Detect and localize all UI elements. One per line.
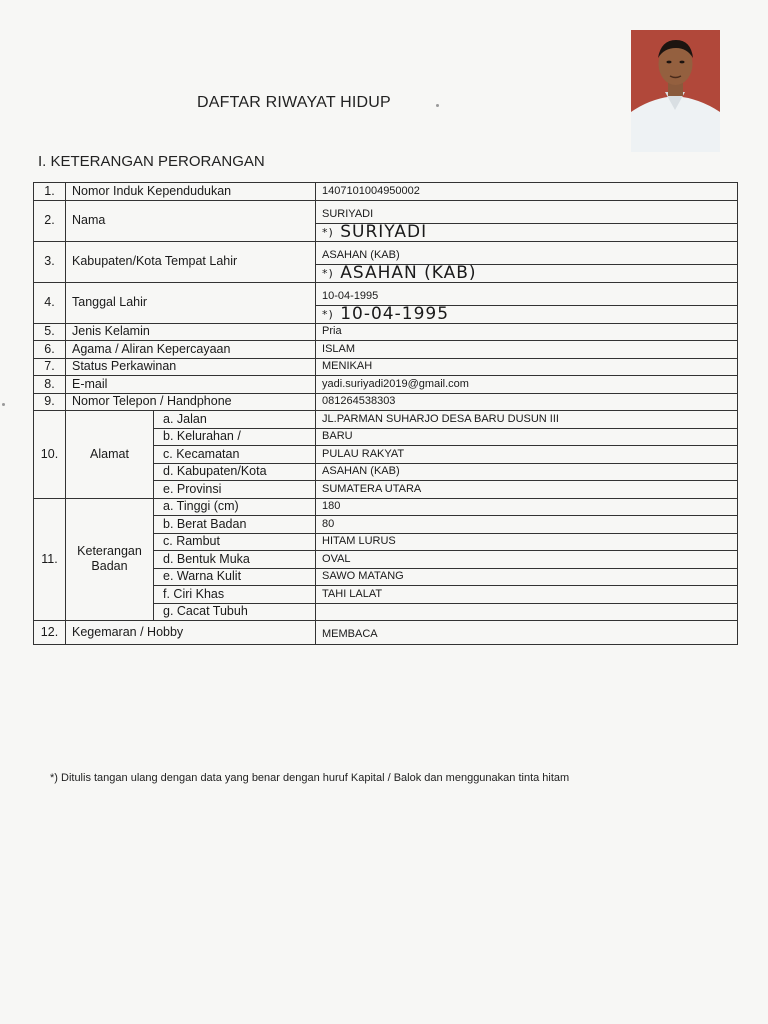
- sub-label: c. Rambut: [154, 533, 316, 551]
- sub-label: e. Provinsi: [154, 481, 316, 499]
- table-row: [34, 341, 738, 359]
- row-value: Pria: [316, 323, 738, 341]
- row-label: Jenis Kelamin: [66, 323, 316, 341]
- sub-label: b. Berat Badan: [154, 516, 316, 534]
- row-value: 180: [316, 498, 738, 516]
- row-number: 10.: [34, 411, 66, 499]
- row-value: SURIYADI: [316, 200, 738, 224]
- footnote: *) Ditulis tangan ulang dengan data yang benar dengan huruf Kapital / Balok dan menggunakan tinta hitam: [50, 772, 570, 784]
- row-number: 7.: [34, 358, 66, 376]
- table-row: [34, 358, 738, 376]
- row-number: 5.: [34, 323, 66, 341]
- row-number: 2.: [34, 200, 66, 241]
- handwritten-text: SURIYADI: [340, 221, 428, 242]
- table-row: [34, 323, 738, 341]
- sub-label: c. Kecamatan: [154, 446, 316, 464]
- row-value: MEMBACA: [316, 621, 738, 645]
- group-label: [66, 498, 154, 621]
- row-label: Status Perkawinan: [66, 358, 316, 376]
- row-value: PULAU RAKYAT: [316, 446, 738, 464]
- scan-speck: [2, 403, 5, 406]
- row-number: 8.: [34, 376, 66, 394]
- row-number: 6.: [34, 341, 66, 359]
- group-label-line: Keterangan: [77, 544, 142, 559]
- table-row: [34, 282, 738, 306]
- sub-label: e. Warna Kulit: [154, 568, 316, 586]
- row-label: Nomor Induk Kependudukan: [66, 183, 316, 201]
- row-value: MENIKAH: [316, 358, 738, 376]
- row-label: E-mail: [66, 376, 316, 394]
- table-row: [34, 376, 738, 394]
- personal-info-table: [33, 182, 738, 645]
- table-row: [34, 241, 738, 265]
- row-value: 10-04-1995: [316, 282, 738, 306]
- sub-label: f. Ciri Khas: [154, 586, 316, 604]
- table-row: [34, 183, 738, 201]
- row-value: TAHI LALAT: [316, 586, 738, 604]
- row-value: ISLAM: [316, 341, 738, 359]
- row-value: OVAL: [316, 551, 738, 569]
- row-number: 12.: [34, 621, 66, 645]
- group-label-line: Badan: [91, 559, 128, 574]
- row-value: ASAHAN (KAB): [316, 463, 738, 481]
- table-row: [34, 498, 738, 516]
- handwritten-value: [316, 221, 738, 242]
- row-value: ASAHAN (KAB): [316, 241, 738, 265]
- profile-photo: [631, 30, 720, 152]
- row-value: yadi.suriyadi2019@gmail.com: [316, 376, 738, 394]
- row-label: Tanggal Lahir: [66, 282, 316, 323]
- section-title: I. KETERANGAN PERORANGAN: [38, 153, 265, 170]
- scan-speck: [436, 104, 439, 107]
- row-value: [316, 603, 738, 621]
- sub-label: d. Bentuk Muka: [154, 551, 316, 569]
- handwritten-text: 10-04-1995: [340, 303, 450, 324]
- row-label: Kegemaran / Hobby: [66, 621, 316, 645]
- document-title: DAFTAR RIWAYAT HIDUP: [197, 94, 391, 111]
- row-number: 11.: [34, 498, 66, 621]
- table-row: [34, 393, 738, 411]
- row-value: HITAM LURUS: [316, 533, 738, 551]
- handwritten-text: ASAHAN (KAB): [340, 262, 477, 283]
- sub-label: a. Jalan: [154, 411, 316, 429]
- handwritten-value: [316, 262, 738, 283]
- row-label: Nomor Telepon / Handphone: [66, 393, 316, 411]
- row-label: Agama / Aliran Kepercayaan: [66, 341, 316, 359]
- table-row: [34, 200, 738, 224]
- row-number: 1.: [34, 183, 66, 201]
- sub-label: d. Kabupaten/Kota: [154, 463, 316, 481]
- row-value: SUMATERA UTARA: [316, 481, 738, 499]
- sub-label: b. Kelurahan /: [154, 428, 316, 446]
- row-value: 081264538303: [316, 393, 738, 411]
- hand-marker: *): [322, 266, 334, 280]
- row-number: 9.: [34, 393, 66, 411]
- hand-marker: *): [322, 225, 334, 239]
- table-row: [34, 621, 738, 645]
- row-value: JL.PARMAN SUHARJO DESA BARU DUSUN III: [316, 411, 738, 429]
- row-value: BARU: [316, 428, 738, 446]
- hand-marker: *): [322, 307, 334, 321]
- table-row: [34, 411, 738, 429]
- group-label: Alamat: [66, 411, 154, 499]
- sub-label: a. Tinggi (cm): [154, 498, 316, 516]
- row-label: Nama: [66, 200, 316, 241]
- sub-label: g. Cacat Tubuh: [154, 603, 316, 621]
- row-number: 4.: [34, 282, 66, 323]
- row-value: SAWO MATANG: [316, 568, 738, 586]
- row-number: 3.: [34, 241, 66, 282]
- row-label: Kabupaten/Kota Tempat Lahir: [66, 241, 316, 282]
- row-value: 80: [316, 516, 738, 534]
- row-value: 1407101004950002: [316, 183, 738, 201]
- handwritten-value: [316, 303, 738, 324]
